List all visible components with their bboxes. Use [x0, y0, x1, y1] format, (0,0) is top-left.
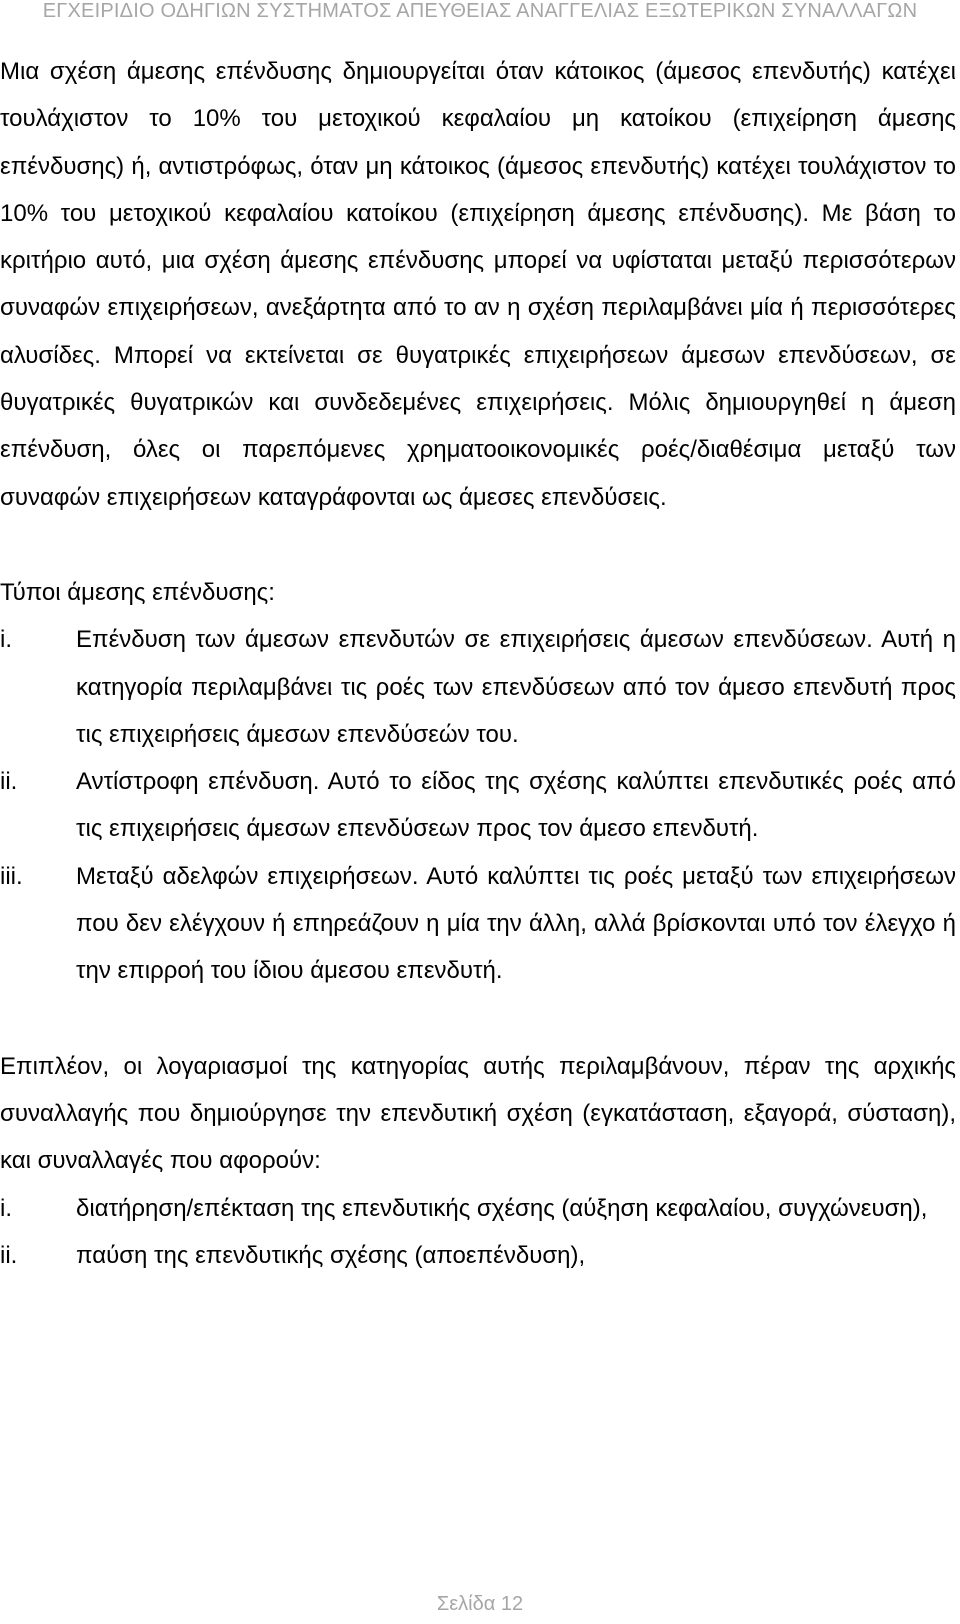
page-number: Σελίδα 12	[436, 1593, 524, 1615]
list-item-text: διατήρηση/επέκταση της επενδυτικής σχέσης (αύξηση κεφαλαίου, συγχώνευση),	[76, 1194, 928, 1222]
list-marker: iii.	[0, 862, 23, 890]
investment-types-list	[0, 616, 956, 994]
types-heading: Τύποι άμεσης επένδυσης:	[0, 578, 275, 606]
list-item	[0, 758, 956, 853]
list-item	[0, 853, 956, 995]
transactions-list	[0, 1185, 956, 1280]
list-item-text: παύση της επενδυτικής σχέσης (αποεπένδυση),	[76, 1241, 586, 1269]
list-marker: i.	[0, 1194, 12, 1222]
intro-paragraph: Μια σχέση άμεσης επένδυσης δημιουργείται όταν κάτοικος (άμεσος επενδυτής) κατέχει τουλάχιστον το 10% του μετοχικού κεφαλαίου μη κατοίκου (επιχείρηση άμεσης επένδυσης) ή, αντιστρόφως, όταν μη κάτοικος (άμεσος επενδυτής) κατέχει τουλάχιστον το 10% του μετοχικού κεφαλαίου κατοίκου (επιχείρηση άμεσης επένδυσης). Με βάση το κριτήριο αυτό, μια σχέση άμεσης επένδυσης μπορεί να υφίσταται μεταξύ περισσότερων συναφών επιχειρήσεων, ανεξάρτητα από το αν η σχέση περιλαμβάνει μία ή περισσότερες αλυσίδες. Μπορεί να εκτείνεται σε θυγατρικές επιχειρήσεων άμεσων επενδύσεων, σε θυγατρικές θυγατρικών και συνδεδεμένες επιχειρήσεις. Μόλις δημιουργηθεί η άμεση επένδυση, όλες οι παρεπόμενες χρηματοοικονομικές ροές/διαθέσιμα μεταξύ των συναφών επιχειρήσεων καταγράφονται ως άμεσες επενδύσεις.	[0, 58, 956, 511]
list-item-text: Επένδυση των άμεσων επενδυτών σε επιχειρήσεις άμεσων επενδύσεων. Αυτή η κατηγορία περιλαμβάνει τις ροές των επενδύσεων από τον άμεσο επενδυτή προς τις επιχειρήσεις άμεσων επενδύσεών του.	[76, 626, 956, 748]
running-header: ΕΓΧΕΙΡΙΔΙΟ ΟΔΗΓΙΩΝ ΣΥΣΤΗΜΑΤΟΣ ΑΠΕΥΘΕΙΑΣ ΑΝΑΓΓΕΛΙΑΣ ΕΞΩΤΕΡΙΚΩΝ ΣΥΝΑΛΛΑΓΩΝ	[42, 0, 918, 22]
list-item	[0, 1232, 956, 1279]
list-marker: ii.	[0, 768, 18, 796]
list-marker: i.	[0, 626, 12, 654]
spacer	[0, 521, 956, 569]
spacer	[0, 995, 956, 1043]
list-item	[0, 1185, 956, 1232]
accounts-paragraph: Επιπλέον, οι λογαριασμοί της κατηγορίας αυτής περιλαμβάνουν, πέραν της αρχικής συναλλαγής που δημιούργησε την επενδυτική σχέση (εγκατάσταση, εξαγορά, σύσταση), και συναλλαγές που αφορούν:	[0, 1052, 956, 1175]
document-body	[0, 48, 956, 1279]
list-item	[0, 616, 956, 758]
list-item-text: Μεταξύ αδελφών επιχειρήσεων. Αυτό καλύπτει τις ροές μεταξύ των επιχειρήσεων που δεν ελέγχουν ή επηρεάζουν η μία την άλλη, αλλά βρίσκονται υπό τον έλεγχο ή την επιρροή του ίδιου άμεσου επενδυτή.	[76, 862, 956, 985]
list-item-text: Αντίστροφη επένδυση. Αυτό το είδος της σχέσης καλύπτει επενδυτικές ροές από τις επιχειρήσεις άμεσων επενδύσεων προς τον άμεσο επενδυτή.	[76, 768, 956, 843]
list-marker: ii.	[0, 1241, 18, 1269]
